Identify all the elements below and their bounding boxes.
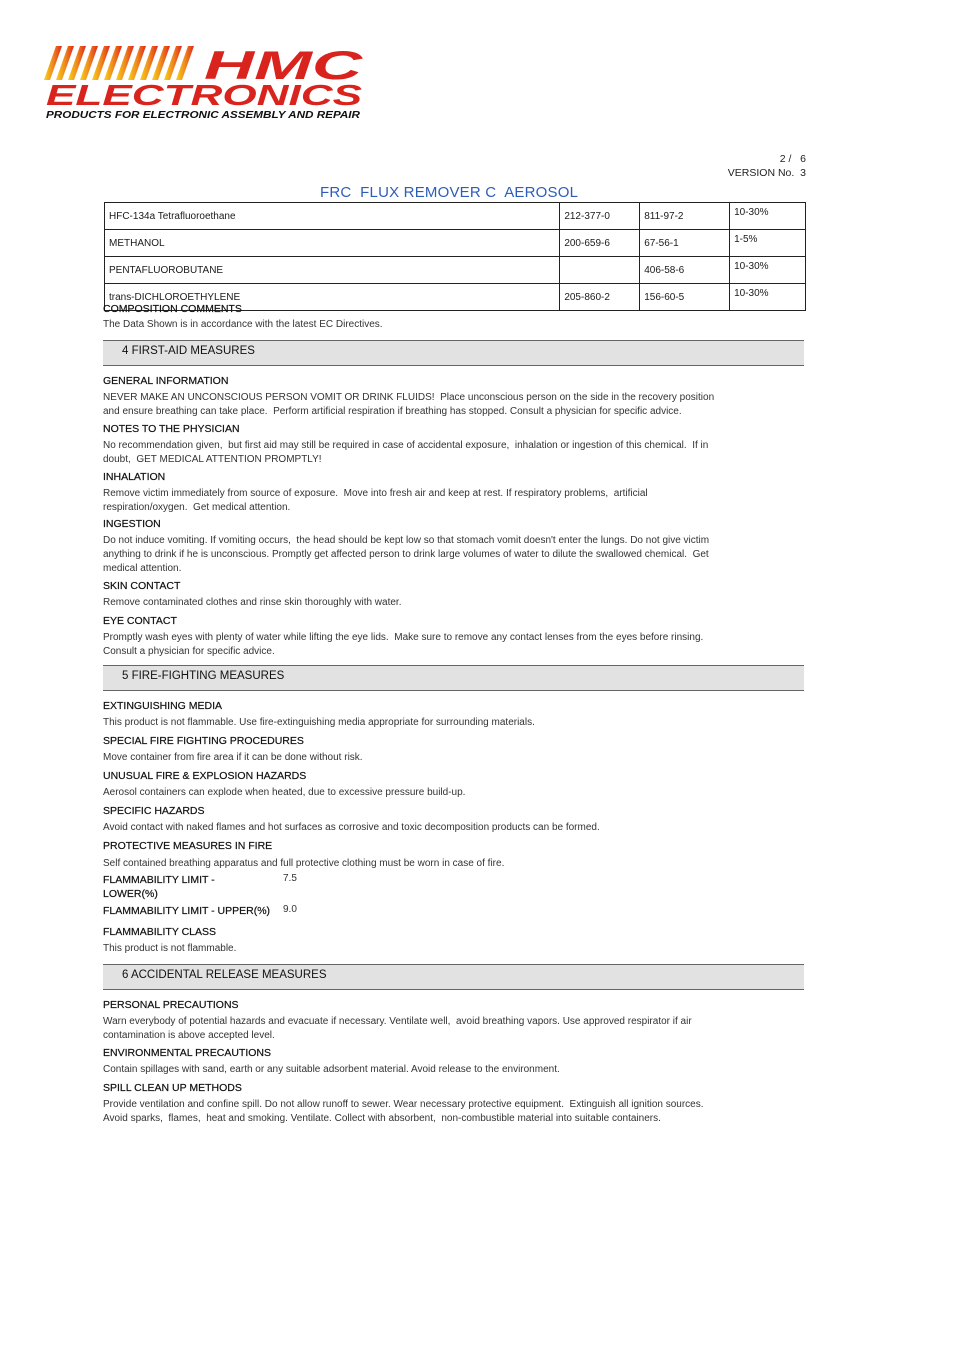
specific-hazards-text: Avoid contact with naked flames and hot surfaces as corrosive and toxic decomposition products can be formed. — [103, 822, 600, 833]
document-title: FRC FLUX REMOVER C AEROSOL — [320, 184, 579, 201]
text-line: FLAMMABILITY LIMIT - — [103, 874, 215, 886]
concentration: 10-30% — [730, 284, 806, 311]
unusual-hazards-label: UNUSUAL FIRE & EXPLOSION HAZARDS — [103, 770, 307, 782]
flammability-upper-value: 9.0 — [283, 904, 297, 915]
text-line: anything to drink if he is unconscious. Promptly get affected person to drink large volumes of water to dilute the swallowed chemical. Get — [103, 549, 709, 560]
svg-text:ELECTRONICS: ELECTRONICS — [46, 80, 363, 112]
text-line: Consult a physician for specific advice. — [103, 646, 275, 657]
personal-precautions-text — [103, 1015, 692, 1043]
cas-number: 811-97-2 — [640, 203, 730, 230]
hmc-electronics-logo-graphic — [42, 42, 367, 122]
page-number: 2 / 6 — [779, 153, 806, 165]
text-line: contamination is above accepted level. — [103, 1030, 275, 1041]
ec-number: 205-860-2 — [560, 284, 640, 311]
protective-measures-text: Self contained breathing apparatus and full protective clothing must be worn in case of fire. — [103, 858, 505, 869]
text-line: Warn everybody of potential hazards and evacuate if necessary. Ventilate well, avoid breathing vapors. Use approved respirator if air — [103, 1016, 692, 1027]
concentration: 10-30% — [730, 203, 806, 230]
section-heading: 6 ACCIDENTAL RELEASE MEASURES — [122, 969, 327, 981]
spill-cleanup-label: SPILL CLEAN UP METHODS — [103, 1082, 242, 1094]
protective-measures-label: PROTECTIVE MEASURES IN FIRE — [103, 840, 273, 852]
text-line: Do not induce vomiting. If vomiting occurs, the head should be kept low so that stomach vomit doesn't enter the lungs. Do not give victim — [103, 535, 710, 546]
ec-number: 212-377-0 — [560, 203, 640, 230]
ec-number: 200-659-6 — [560, 230, 640, 257]
text-line: LOWER(%) — [103, 888, 158, 900]
section-heading: 4 FIRST-AID MEASURES — [122, 345, 255, 357]
special-procedures-label: SPECIAL FIRE FIGHTING PROCEDURES — [103, 735, 304, 747]
section-header-accidental-release — [103, 964, 804, 990]
section-header-first-aid — [103, 340, 804, 366]
svg-text:HMC: HMC — [204, 44, 364, 88]
personal-precautions-label: PERSONAL PRECAUTIONS — [103, 999, 239, 1011]
version-number: VERSION No. 3 — [727, 167, 806, 179]
ec-number — [560, 257, 640, 284]
environmental-precautions-label: ENVIRONMENTAL PRECAUTIONS — [103, 1047, 272, 1059]
skin-contact-text: Remove contaminated clothes and rinse skin thoroughly with water. — [103, 597, 402, 608]
flammability-class-text: This product is not flammable. — [103, 943, 237, 954]
concentration: 1-5% — [730, 230, 806, 257]
flammability-class-label: FLAMMABILITY CLASS — [103, 926, 217, 938]
concentration: 10-30% — [730, 257, 806, 284]
table-row — [105, 257, 806, 284]
ingestion-text — [103, 534, 709, 576]
text-line: No recommendation given, but first aid may still be required in case of accidental exposure, inhalation or ingestion of this chemical. If in — [103, 440, 709, 451]
general-information-text — [103, 391, 714, 419]
cas-number: 67-56-1 — [640, 230, 730, 257]
ingredient-name: trans-DICHLOROETHYLENE — [105, 284, 560, 311]
text-line: and ensure breathing can take place. Perform artificial respiration if breathing has stopped. Consult a physician for specific advice. — [103, 406, 682, 417]
section-header-fire-fighting — [103, 665, 804, 691]
text-line: doubt, GET MEDICAL ATTENTION PROMPTLY! — [103, 454, 322, 465]
text-line: Promptly wash eyes with plenty of water while lifting the eye lids. Make sure to remove any contact lenses from the eyes before rinsing. — [103, 632, 704, 643]
text-line: medical attention. — [103, 563, 182, 574]
text-line: Avoid sparks, flames, heat and smoking. Ventilate. Collect with absorbent, non-combustible material into suitable containers. — [103, 1113, 661, 1124]
general-information-label: GENERAL INFORMATION — [103, 375, 229, 387]
environmental-precautions-text: Contain spillages with sand, earth or any suitable adsorbent material. Avoid release to the environment. — [103, 1064, 560, 1075]
skin-contact-label: SKIN CONTACT — [103, 580, 181, 592]
ingestion-label: INGESTION — [103, 518, 161, 530]
unusual-hazards-text: Aerosol containers can explode when heated, due to excessive pressure build-up. — [103, 787, 466, 798]
composition-comments-label: COMPOSITION COMMENTS — [103, 303, 242, 315]
composition-table — [104, 202, 806, 311]
notes-physician-label: NOTES TO THE PHYSICIAN — [103, 423, 240, 435]
ingredient-name: METHANOL — [105, 230, 560, 257]
composition-comments-text: The Data Shown is in accordance with the latest EC Directives. — [103, 319, 383, 330]
section-heading: 5 FIRE-FIGHTING MEASURES — [122, 670, 285, 682]
flammability-upper-label: FLAMMABILITY LIMIT - UPPER(%) — [103, 905, 271, 917]
cas-number: 406-58-6 — [640, 257, 730, 284]
svg-text:PRODUCTS FOR ELECTRONIC ASSEMB: PRODUCTS FOR ELECTRONIC ASSEMBLY AND REPAIR — [46, 109, 361, 121]
extinguishing-media-label: EXTINGUISHING MEDIA — [103, 700, 223, 712]
text-line: Provide ventilation and confine spill. Do not allow runoff to sewer. Wear necessary protective equipment. Extinguish all ignition sources. — [103, 1099, 704, 1110]
special-procedures-text: Move container from fire area if it can be done without risk. — [103, 752, 363, 763]
table-row — [105, 230, 806, 257]
spill-cleanup-text — [103, 1098, 704, 1126]
cas-number: 156-60-5 — [640, 284, 730, 311]
table-row — [105, 203, 806, 230]
eye-contact-text — [103, 631, 703, 659]
text-line: respiration/oxygen. Get medical attention. — [103, 502, 291, 513]
notes-physician-text — [103, 439, 708, 467]
text-line: NEVER MAKE AN UNCONSCIOUS PERSON VOMIT OR DRINK FLUIDS! Place unconscious person on the side in the recovery position — [103, 392, 715, 403]
flammability-lower-value: 7.5 — [283, 873, 297, 884]
ingredient-name: HFC-134a Tetrafluoroethane — [105, 203, 560, 230]
page-info — [728, 152, 806, 180]
specific-hazards-label: SPECIFIC HAZARDS — [103, 805, 205, 817]
extinguishing-media-text: This product is not flammable. Use fire-extinguishing media appropriate for surrounding materials. — [103, 717, 535, 728]
eye-contact-label: EYE CONTACT — [103, 615, 177, 627]
flammability-lower-label — [103, 873, 215, 901]
company-logo — [42, 42, 367, 122]
inhalation-label: INHALATION — [103, 471, 166, 483]
inhalation-text — [103, 487, 648, 515]
text-line: Remove victim immediately from source of exposure. Move into fresh air and keep at rest. If respiratory problems, artificial — [103, 488, 648, 499]
ingredient-name: PENTAFLUOROBUTANE — [105, 257, 560, 284]
